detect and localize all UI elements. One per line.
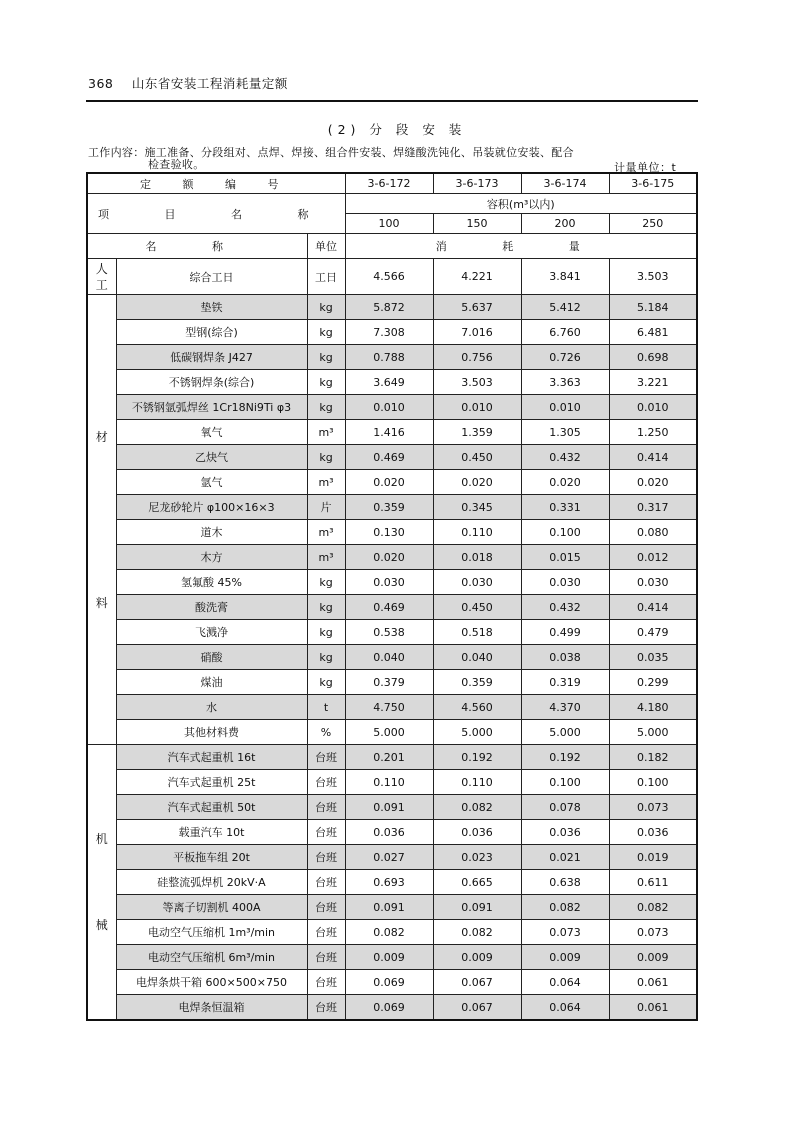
materials-row [87, 295, 697, 320]
item-name: 电焊条烘干箱 600×500×750 [116, 970, 307, 995]
consumption-value: 5.412 [521, 295, 609, 320]
volume-label: 容积(m³以内) [345, 194, 697, 214]
item-name: 垫铁 [116, 295, 307, 320]
item-unit: kg [307, 320, 345, 345]
item-unit: kg [307, 295, 345, 320]
consumption-value: 0.040 [433, 645, 521, 670]
consumption-value: 0.110 [433, 520, 521, 545]
item-unit: 台班 [307, 895, 345, 920]
consumption-value: 0.082 [433, 795, 521, 820]
consumption-value: 0.020 [609, 470, 697, 495]
consumption-value: 0.067 [433, 995, 521, 1021]
volume-value: 100 [345, 214, 433, 234]
consumption-value: 0.082 [521, 895, 609, 920]
item-unit: m³ [307, 470, 345, 495]
item-name: 氢氟酸 45% [116, 570, 307, 595]
consumption-value: 0.319 [521, 670, 609, 695]
consumption-value: 0.201 [345, 745, 433, 770]
materials-row [87, 695, 697, 720]
consumption-value: 5.637 [433, 295, 521, 320]
consumption-value: 0.499 [521, 620, 609, 645]
work-content [88, 147, 608, 171]
consumption-value: 0.036 [433, 820, 521, 845]
consumption-value: 0.345 [433, 495, 521, 520]
machinery-row [87, 745, 697, 770]
materials-category [87, 295, 116, 745]
page-header [88, 74, 698, 94]
item-name: 型钢(综合) [116, 320, 307, 345]
consumption-value: 0.019 [609, 845, 697, 870]
consumption-value: 4.566 [345, 259, 433, 295]
item-name: 道木 [116, 520, 307, 545]
work-content-line2: 检查验收。 [148, 158, 205, 171]
consumption-value: 0.069 [345, 970, 433, 995]
consumption-value: 0.020 [345, 545, 433, 570]
item-name: 乙炔气 [116, 445, 307, 470]
consumption-value: 0.091 [345, 895, 433, 920]
consumption-value: 0.432 [521, 595, 609, 620]
consumption-value: 0.067 [433, 970, 521, 995]
consumption-value: 0.010 [345, 395, 433, 420]
machinery-category-char: 机 [95, 832, 108, 846]
consumption-value: 0.082 [345, 920, 433, 945]
consumption-value: 0.021 [521, 845, 609, 870]
item-name: 酸洗膏 [116, 595, 307, 620]
item-name: 载重汽车 10t [116, 820, 307, 845]
item-name: 不锈钢氩弧焊丝 1Cr18Ni9Ti φ3 [116, 395, 307, 420]
consumption-value: 0.030 [345, 570, 433, 595]
header-rule [86, 100, 698, 102]
item-unit: % [307, 720, 345, 745]
consumption-value: 0.082 [609, 895, 697, 920]
consumption-value: 1.359 [433, 420, 521, 445]
item-unit: kg [307, 595, 345, 620]
item-unit: kg [307, 645, 345, 670]
materials-row [87, 720, 697, 745]
consumption-value: 7.016 [433, 320, 521, 345]
consumption-value: 0.064 [521, 970, 609, 995]
labor-category-text: 人工 [95, 261, 108, 292]
consumption-value: 0.479 [609, 620, 697, 645]
column-header-row [87, 234, 697, 259]
consumption-value: 0.110 [345, 770, 433, 795]
consumption-value: 0.078 [521, 795, 609, 820]
consumption-value: 0.100 [521, 520, 609, 545]
item-unit: kg [307, 445, 345, 470]
item-unit: 台班 [307, 995, 345, 1021]
consumption-value: 0.064 [521, 995, 609, 1021]
materials-row [87, 345, 697, 370]
consumption-value: 0.030 [433, 570, 521, 595]
materials-row [87, 395, 697, 420]
machinery-row [87, 920, 697, 945]
consumption-value: 0.130 [345, 520, 433, 545]
consumption-value: 0.023 [433, 845, 521, 870]
consumption-value: 0.061 [609, 970, 697, 995]
item-unit: 台班 [307, 820, 345, 845]
item-name: 尼龙砂轮片 φ100×16×3 [116, 495, 307, 520]
consumption-value: 4.560 [433, 695, 521, 720]
item-name: 电焊条恒温箱 [116, 995, 307, 1021]
consumption-value: 0.100 [521, 770, 609, 795]
item-unit: kg [307, 345, 345, 370]
item-name: 等离子切割机 400A [116, 895, 307, 920]
item-unit: kg [307, 620, 345, 645]
materials-row [87, 620, 697, 645]
consumption-value: 0.359 [433, 670, 521, 695]
consumption-value: 0.110 [433, 770, 521, 795]
machinery-row [87, 795, 697, 820]
item-unit: m³ [307, 420, 345, 445]
consumption-value: 0.009 [521, 945, 609, 970]
consumption-value: 0.726 [521, 345, 609, 370]
consumption-value: 0.073 [609, 920, 697, 945]
consumption-value: 0.192 [521, 745, 609, 770]
consumption-value: 0.698 [609, 345, 697, 370]
consumption-value: 0.010 [433, 395, 521, 420]
consumption-value: 0.756 [433, 345, 521, 370]
item-unit: 台班 [307, 970, 345, 995]
consumption-value: 4.180 [609, 695, 697, 720]
consumption-value: 1.250 [609, 420, 697, 445]
consumption-value: 0.450 [433, 595, 521, 620]
item-name: 平板拖车组 20t [116, 845, 307, 870]
volume-value: 200 [521, 214, 609, 234]
item-unit: m³ [307, 545, 345, 570]
item-unit: 台班 [307, 770, 345, 795]
machinery-category-char: 械 [95, 918, 108, 932]
consumption-value: 0.073 [609, 795, 697, 820]
consumption-value: 0.073 [521, 920, 609, 945]
book-title: 山东省安装工程消耗量定额 [131, 76, 288, 91]
consumption-value: 0.469 [345, 595, 433, 620]
quota-code-label: 定 额 编 号 [87, 173, 345, 194]
consumption-value: 0.040 [345, 645, 433, 670]
quota-table [86, 172, 698, 1021]
machinery-row [87, 820, 697, 845]
consumption-value: 0.100 [609, 770, 697, 795]
item-name: 汽车式起重机 25t [116, 770, 307, 795]
item-name: 飞溅净 [116, 620, 307, 645]
consumption-value: 3.503 [609, 259, 697, 295]
consumption-value: 0.009 [433, 945, 521, 970]
name-column-header: 名 称 [87, 234, 307, 259]
item-unit: m³ [307, 520, 345, 545]
consumption-value: 0.414 [609, 445, 697, 470]
consumption-value: 0.469 [345, 445, 433, 470]
consumption-value: 3.841 [521, 259, 609, 295]
item-name: 氧气 [116, 420, 307, 445]
consumption-value: 0.082 [433, 920, 521, 945]
consumption-value: 0.638 [521, 870, 609, 895]
consumption-value: 0.359 [345, 495, 433, 520]
item-name-label: 项 目 名 称 [87, 194, 345, 234]
consumption-value: 0.009 [345, 945, 433, 970]
item-name: 氩气 [116, 470, 307, 495]
machinery-row [87, 845, 697, 870]
item-unit: 台班 [307, 795, 345, 820]
measurement-unit: 计量单位：t [614, 161, 677, 174]
consumption-value: 5.000 [345, 720, 433, 745]
consumption-value: 5.000 [609, 720, 697, 745]
item-name: 电动空气压缩机 1m³/min [116, 920, 307, 945]
materials-category-char: 材 [95, 429, 108, 444]
consumption-value: 5.000 [521, 720, 609, 745]
materials-row [87, 545, 697, 570]
consumption-value: 0.009 [609, 945, 697, 970]
item-name: 硅整流弧焊机 20kV·A [116, 870, 307, 895]
quota-code: 3-6-175 [609, 173, 697, 194]
consumption-value: 0.788 [345, 345, 433, 370]
item-name: 水 [116, 695, 307, 720]
consumption-value: 4.370 [521, 695, 609, 720]
consumption-value: 3.221 [609, 370, 697, 395]
consumption-value: 0.331 [521, 495, 609, 520]
materials-row [87, 320, 697, 345]
item-name: 综合工日 [116, 259, 307, 295]
machinery-row [87, 995, 697, 1021]
item-unit: 台班 [307, 745, 345, 770]
volume-value: 150 [433, 214, 521, 234]
volume-label-row [87, 194, 697, 214]
consumption-value: 0.018 [433, 545, 521, 570]
consumption-value: 0.010 [609, 395, 697, 420]
consumption-value: 0.091 [345, 795, 433, 820]
consumption-value: 0.012 [609, 545, 697, 570]
consumption-value: 6.481 [609, 320, 697, 345]
consumption-value: 0.027 [345, 845, 433, 870]
consumption-value: 0.665 [433, 870, 521, 895]
item-unit: kg [307, 670, 345, 695]
item-unit: 台班 [307, 945, 345, 970]
consumption-value: 5.184 [609, 295, 697, 320]
materials-row [87, 670, 697, 695]
consumption-value: 0.036 [609, 820, 697, 845]
labor-row [87, 259, 697, 295]
consumption-value: 0.299 [609, 670, 697, 695]
item-unit: t [307, 695, 345, 720]
quota-code-row [87, 173, 697, 194]
machinery-row [87, 970, 697, 995]
consumption-value: 0.192 [433, 745, 521, 770]
consumption-value: 7.308 [345, 320, 433, 345]
consumption-value: 1.305 [521, 420, 609, 445]
materials-row [87, 570, 697, 595]
item-name: 硝酸 [116, 645, 307, 670]
work-content-line1: 工作内容：施工准备、分段组对、点焊、焊接、组合件安装、焊缝酸洗钝化、吊装就位安装、配合 [88, 146, 574, 159]
item-unit: 台班 [307, 920, 345, 945]
consumption-value: 0.518 [433, 620, 521, 645]
quota-code: 3-6-172 [345, 173, 433, 194]
materials-row [87, 595, 697, 620]
unit-column-header: 单位 [307, 234, 345, 259]
materials-row [87, 520, 697, 545]
materials-row [87, 495, 697, 520]
consumption-header: 消 耗 量 [345, 234, 697, 259]
consumption-value: 4.221 [433, 259, 521, 295]
machinery-category [87, 745, 116, 1021]
item-name: 低碳钢焊条 J427 [116, 345, 307, 370]
consumption-value: 1.416 [345, 420, 433, 445]
materials-row [87, 370, 697, 395]
consumption-value: 0.414 [609, 595, 697, 620]
materials-category-char: 料 [95, 595, 108, 610]
consumption-value: 0.061 [609, 995, 697, 1021]
consumption-value: 0.030 [521, 570, 609, 595]
volume-value: 250 [609, 214, 697, 234]
quota-code: 3-6-173 [433, 173, 521, 194]
materials-row [87, 445, 697, 470]
consumption-value: 4.750 [345, 695, 433, 720]
item-name: 不锈钢焊条(综合) [116, 370, 307, 395]
consumption-value: 0.611 [609, 870, 697, 895]
item-unit: 台班 [307, 870, 345, 895]
consumption-value: 0.015 [521, 545, 609, 570]
consumption-value: 0.030 [609, 570, 697, 595]
consumption-value: 0.091 [433, 895, 521, 920]
consumption-value: 0.020 [521, 470, 609, 495]
item-unit: 工日 [307, 259, 345, 295]
consumption-value: 0.693 [345, 870, 433, 895]
item-unit: kg [307, 570, 345, 595]
consumption-value: 3.649 [345, 370, 433, 395]
consumption-value: 3.503 [433, 370, 521, 395]
machinery-row [87, 945, 697, 970]
item-unit: 台班 [307, 845, 345, 870]
quota-code: 3-6-174 [521, 173, 609, 194]
consumption-value: 0.020 [433, 470, 521, 495]
consumption-value: 5.872 [345, 295, 433, 320]
consumption-value: 0.038 [521, 645, 609, 670]
consumption-value: 0.379 [345, 670, 433, 695]
item-name: 电动空气压缩机 6m³/min [116, 945, 307, 970]
consumption-value: 0.036 [345, 820, 433, 845]
consumption-value: 0.182 [609, 745, 697, 770]
item-name: 汽车式起重机 50t [116, 795, 307, 820]
consumption-value: 0.069 [345, 995, 433, 1021]
item-unit: 片 [307, 495, 345, 520]
section-title: (2) 分 段 安 装 [327, 122, 467, 137]
machinery-row [87, 895, 697, 920]
materials-row [87, 645, 697, 670]
consumption-value: 0.020 [345, 470, 433, 495]
item-name: 木方 [116, 545, 307, 570]
labor-category [87, 259, 116, 295]
item-name: 其他材料费 [116, 720, 307, 745]
machinery-row [87, 770, 697, 795]
materials-row [87, 420, 697, 445]
consumption-value: 0.432 [521, 445, 609, 470]
item-unit: kg [307, 370, 345, 395]
materials-row [87, 470, 697, 495]
consumption-value: 0.080 [609, 520, 697, 545]
consumption-value: 0.036 [521, 820, 609, 845]
consumption-value: 0.317 [609, 495, 697, 520]
machinery-row [87, 870, 697, 895]
item-unit: kg [307, 395, 345, 420]
consumption-value: 5.000 [433, 720, 521, 745]
page-number: 368 [88, 76, 114, 91]
consumption-value: 0.450 [433, 445, 521, 470]
consumption-value: 0.035 [609, 645, 697, 670]
item-name: 汽车式起重机 16t [116, 745, 307, 770]
consumption-value: 0.010 [521, 395, 609, 420]
consumption-value: 3.363 [521, 370, 609, 395]
consumption-value: 6.760 [521, 320, 609, 345]
consumption-value: 0.538 [345, 620, 433, 645]
item-name: 煤油 [116, 670, 307, 695]
